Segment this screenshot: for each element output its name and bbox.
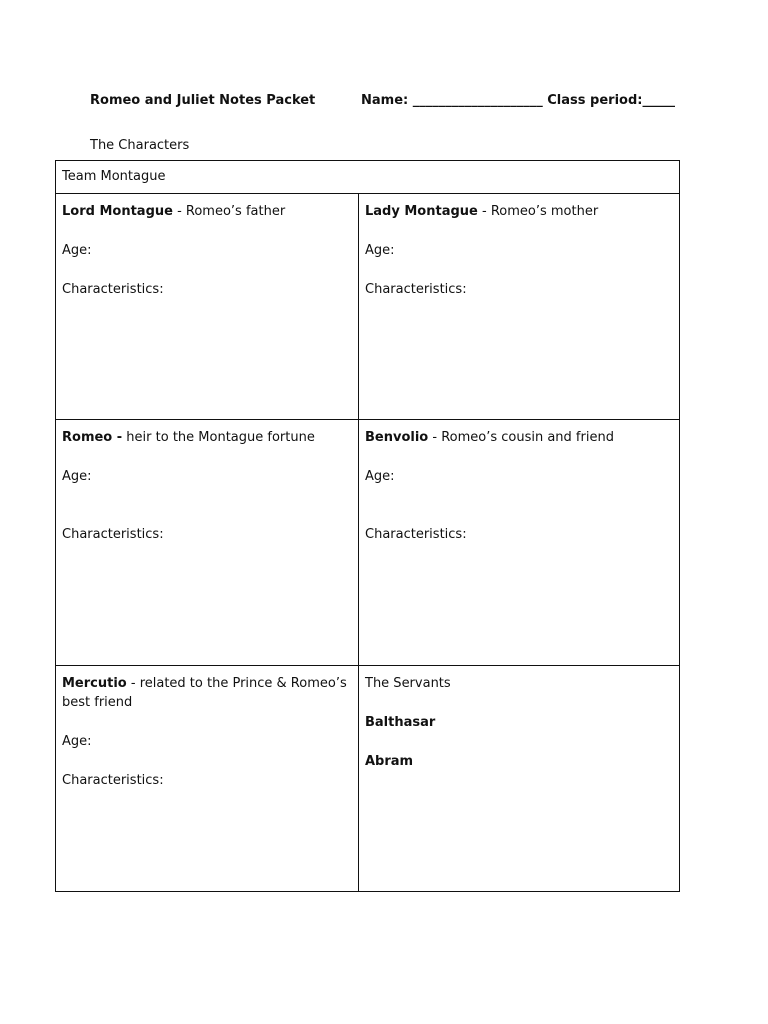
characteristics-label: Characteristics: [62, 527, 164, 542]
servants-cell [359, 666, 680, 892]
characteristics-label: Characteristics: [62, 282, 164, 297]
characteristics-label: Characteristics: [62, 773, 164, 788]
age-label: Age: [365, 469, 395, 484]
document-header [0, 93, 768, 111]
age-label: Age: [62, 243, 92, 258]
servant-name-abram: Abram [365, 754, 414, 769]
name-class-period-field: Name: ____________________ Class period:_____ [361, 93, 675, 108]
age-label: Age: [365, 243, 395, 258]
character-description: - Romeo’s cousin and friend [428, 430, 614, 445]
character-name: Lady Montague [365, 204, 478, 219]
table-row [56, 420, 680, 666]
character-heading [62, 428, 352, 447]
character-description: - related to the Prince & Romeo’s best friend [62, 676, 347, 710]
character-name: Romeo - [62, 430, 123, 445]
character-name: Benvolio [365, 430, 429, 445]
packet-title: Romeo and Juliet Notes Packet [90, 93, 316, 108]
lord-montague-cell [56, 194, 359, 420]
lady-montague-cell [359, 194, 680, 420]
benvolio-cell [359, 420, 680, 666]
character-description: - Romeo’s mother [477, 204, 599, 219]
section-label: The Characters [90, 138, 190, 153]
characters-table [55, 160, 680, 892]
table-row [56, 194, 680, 420]
mercutio-cell [56, 666, 359, 892]
character-heading [62, 674, 352, 712]
characteristics-label: Characteristics: [365, 527, 467, 542]
character-description: heir to the Montague fortune [122, 430, 315, 445]
age-label: Age: [62, 734, 92, 749]
character-description: - Romeo’s father [172, 204, 286, 219]
character-name: Mercutio [62, 676, 127, 691]
table-row [56, 666, 680, 892]
character-name: Lord Montague [62, 204, 173, 219]
servants-heading: The Servants [365, 676, 451, 691]
servant-name-balthasar: Balthasar [365, 715, 436, 730]
character-heading [365, 202, 673, 221]
character-heading [62, 202, 352, 221]
team-montague-cell: Team Montague [56, 161, 680, 194]
team-row [56, 161, 680, 194]
romeo-cell [56, 420, 359, 666]
characteristics-label: Characteristics: [365, 282, 467, 297]
character-heading [365, 428, 673, 447]
age-label: Age: [62, 469, 92, 484]
